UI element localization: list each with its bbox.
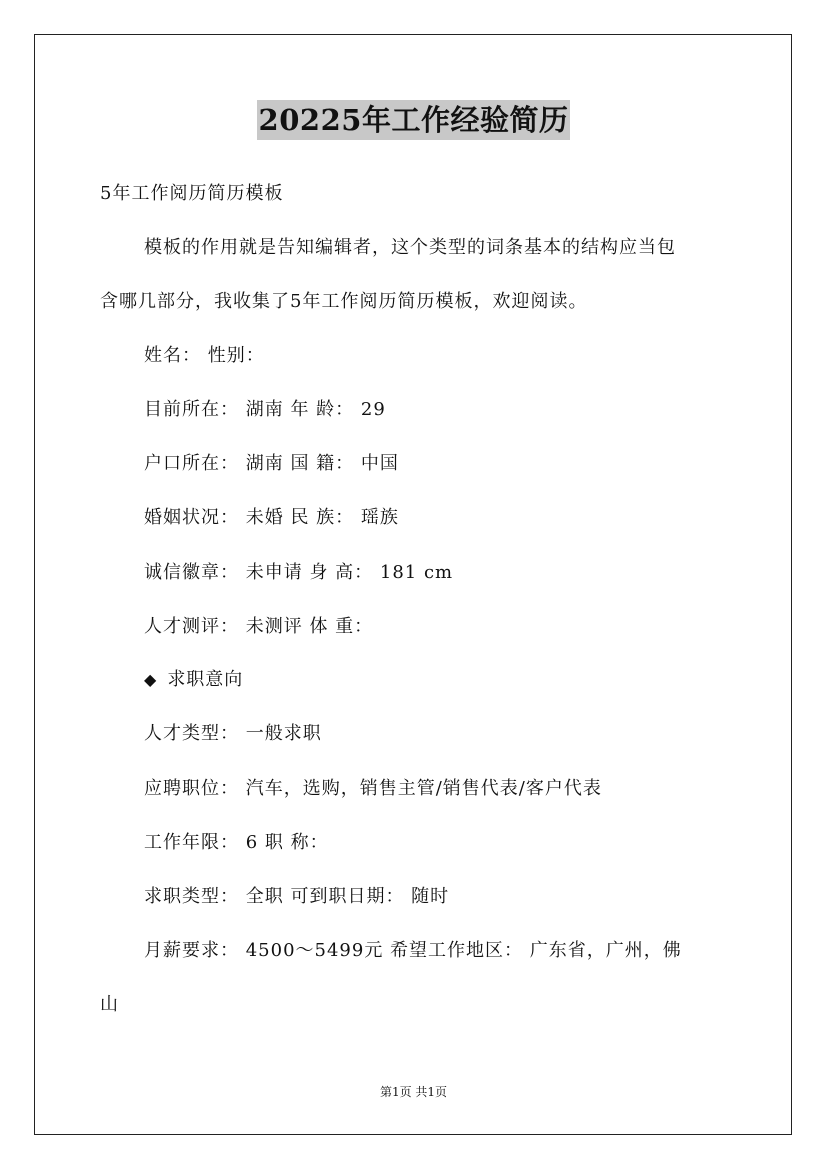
field-hukou-nationality: 户口所在： 湖南 国 籍： 中国 <box>144 453 399 474</box>
section-header-job-intention <box>144 667 243 693</box>
document-title: 20225年工作经验简历 <box>257 100 571 140</box>
field-position: 应聘职位： 汽车，选购，销售主管/销售代表/客户代表 <box>144 778 602 799</box>
section-header-label: 求职意向 <box>167 669 244 690</box>
intro-line-2: 含哪几部分，我收集了5年工作阅历简历模板，欢迎阅读。 <box>100 291 588 312</box>
title-container <box>0 100 827 140</box>
intro-line-1: 模板的作用就是告知编辑者，这个类型的词条基本的结构应当包 <box>144 237 676 258</box>
page-footer: 第1页 共1页 <box>379 1085 448 1099</box>
diamond-bullet-icon: ◆ <box>144 670 158 689</box>
field-location-age: 目前所在： 湖南 年 龄： 29 <box>144 399 386 420</box>
document-subtitle: 5年工作阅历简历模板 <box>100 183 284 204</box>
field-assessment-weight: 人才测评： 未测评 体 重： <box>144 616 374 637</box>
field-years-title: 工作年限： 6 职 称： <box>144 832 329 853</box>
field-salary-region-continued: 山 <box>100 994 119 1015</box>
field-marital-ethnicity: 婚姻状况： 未婚 民 族： 瑶族 <box>144 507 399 528</box>
field-job-type-date: 求职类型： 全职 可到职日期： 随时 <box>144 886 450 907</box>
field-talent-type: 人才类型： 一般求职 <box>144 723 322 744</box>
field-salary-region: 月薪要求： 4500～5499元 希望工作地区： 广东省，广州，佛 <box>144 940 682 961</box>
field-name-gender: 姓名： 性别： <box>144 345 265 366</box>
field-credit-height: 诚信徽章： 未申请 身 高： 181 cm <box>144 562 454 583</box>
